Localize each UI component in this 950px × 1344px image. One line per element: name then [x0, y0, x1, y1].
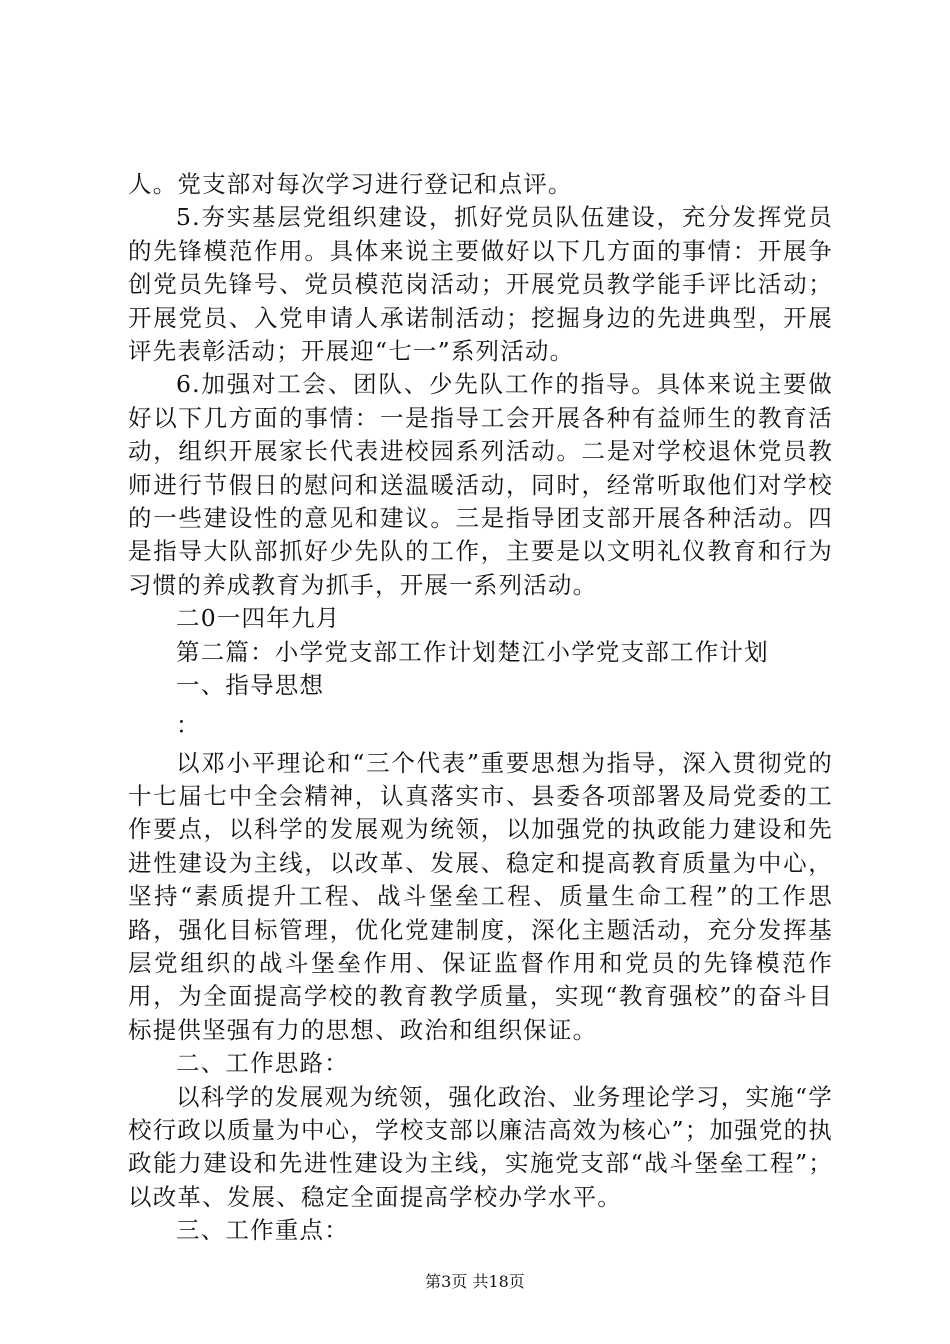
colon-line: ：	[176, 710, 201, 739]
paragraph: 以邓小平理论和“三个代表”重要思想为指导，深入贯彻党的十七届七中全会精神，认真落实市、县委各项部署及局党委的工作要点，以科学的发展观为统领，以加强党的执政能力建设和先进性建设为主线，以改革、发展、稳定和提高教育质量为中心，坚持“素质提升工程、战斗堡垒工程、质量生命工程”的工作思路，强化目标管理，优化党建制度，深化主题活动，充分发挥基层党组织的战斗堡垒作用、保证监督作用和党员的先锋模范作用，为全面提高学校的教育教学质量，实现“教育强校”的奋斗目标提供坚强有力的思想、政治和组织保证。	[128, 748, 833, 1044]
page-number-footer: 第3页 共18页	[425, 1272, 525, 1291]
paragraph: 以科学的发展观为统领，强化政治、业务理论学习，实施“学校行政以质量为中心，学校支部以廉洁高效为核心”；加强党的执政能力建设和先进性建设为主线，实施党支部“战斗堡垒工程”；以改革、发展、稳定全面提高学校办学水平。	[128, 1082, 833, 1211]
section-title: 第二篇：小学党支部工作计划楚江小学党支部工作计划	[176, 637, 769, 666]
document-body	[128, 168, 833, 1248]
paragraph: 5.夯实基层党组织建设，抓好党员队伍建设，充分发挥党员的先锋模范作用。具体来说主要做好以下几方面的事情：开展争创党员先锋号、党员模范岗活动；开展党员教学能手评比活动；开展党员、入党申请人承诺制活动；挖掘身边的先进典型，开展评先表彰活动；开展迎“七一”系列活动。	[128, 203, 833, 366]
date-line: 二0一四年九月	[176, 604, 341, 633]
heading-work-approach: 二、工作思路：	[176, 1049, 349, 1078]
heading-work-focus: 三、工作重点：	[176, 1216, 349, 1245]
paragraph: 人。党支部对每次学习进行登记和点评。	[128, 170, 573, 198]
heading-guiding-ideology: 一、指导思想	[176, 671, 325, 700]
paragraph: 6.加强对工会、团队、少先队工作的指导。具体来说主要做好以下几方面的事情：一是指导工会开展各种有益师生的教育活动，组织开展家长代表进校园系列活动。二是对学校退休党员教师进行节假日的慰问和送温暖活动，同时，经常听取他们对学校的一些建设性的意见和建议。三是指导团支部开展各种活动。四是指导大队部抓好少先队的工作，主要是以文明礼仪教育和行为习惯的养成教育为抓手，开展一系列活动。	[128, 370, 833, 599]
